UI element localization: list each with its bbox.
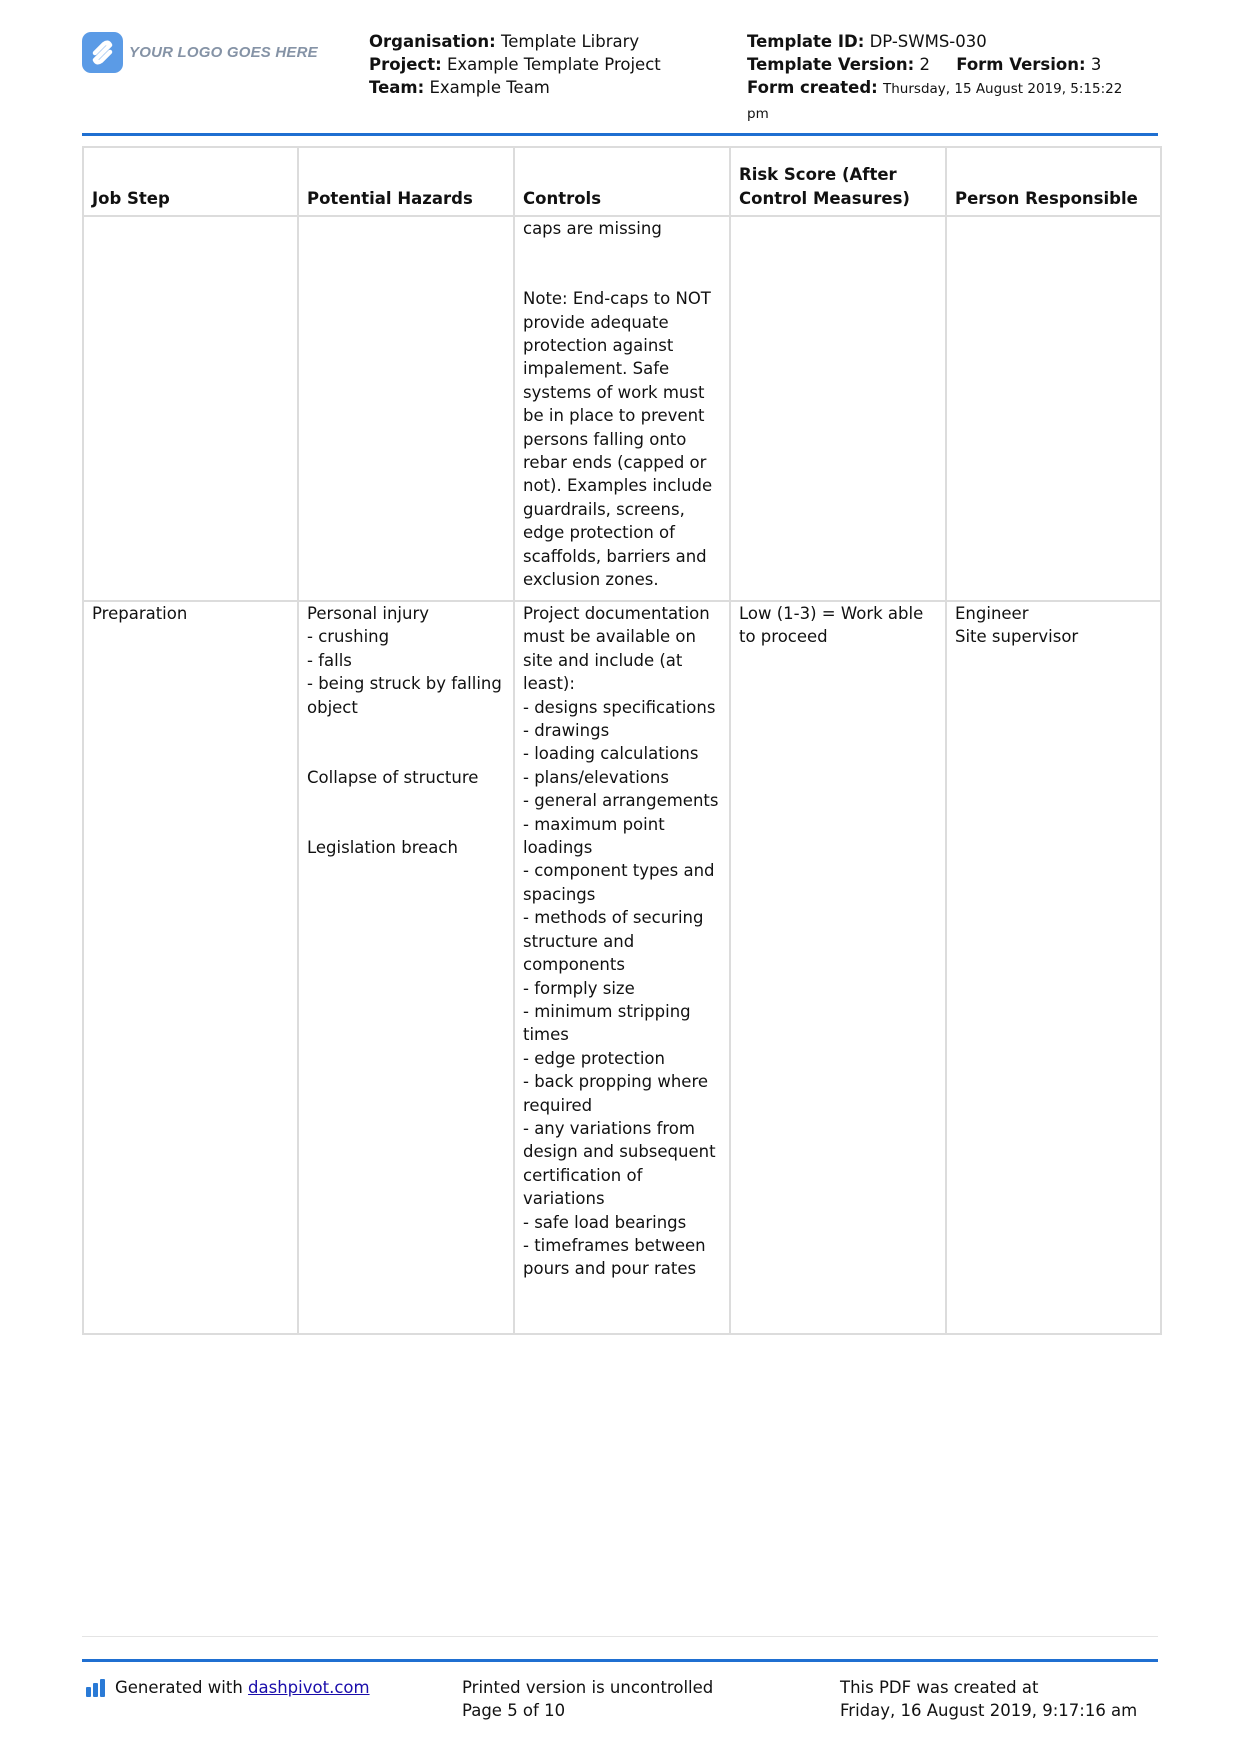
job-step-cell [83, 216, 298, 601]
column-header-job-step: Job Step [83, 147, 298, 216]
job-step-cell: Preparation [83, 601, 298, 1334]
table-row [83, 216, 1161, 601]
hazards-cell: Personal injury - crushing - falls - being struck by falling object Collapse of structure Legislation breach [298, 601, 514, 1334]
hazards-cell [298, 216, 514, 601]
dashpivot-bars-icon [86, 1679, 107, 1697]
controls-cell: Project documentation must be available on site and include (at least): - designs specifications - drawings - loading calculations - plans/elevations - general arrangements - maximum point loadings - component types and spacings - methods of securing structure and components - formply size - minimum stripping times - edge protection - back propping where required - any variations from design and subsequent certification of variations - safe load bearings - timeframes between pours and pour rates [514, 601, 730, 1334]
column-header-risk-score: Risk Score (After Control Measures) [730, 147, 946, 216]
logo-icon [82, 32, 123, 73]
person-responsible-cell [946, 216, 1161, 601]
generated-prefix: Generated with [115, 1678, 243, 1697]
form-created-line: Form created: Thursday, 15 August 2019, 5:15:22 pm [747, 78, 1123, 122]
risk-score-cell: Low (1-3) = Work able to proceed [730, 601, 946, 1334]
header-divider [82, 133, 1158, 136]
template-id-line: Template ID: DP-SWMS-030 [747, 32, 987, 51]
column-header-potential-hazards: Potential Hazards [298, 147, 514, 216]
organisation-line: Organisation: Template Library [369, 32, 640, 51]
template-version-value: 2 [919, 55, 930, 74]
company-logo [82, 32, 318, 73]
uncontrolled-notice: Printed version is uncontrolled [462, 1678, 714, 1697]
logo-text: YOUR LOGO GOES HERE [129, 44, 318, 61]
risk-score-cell [730, 216, 946, 601]
swms-table [82, 146, 1162, 1335]
controls-cell: caps are missing Note: End-caps to NOT provide adequate protection against impalement. Safe systems of work must be in place to prevent persons falling onto rebar ends (capped or not). Examples include guardrails, screens, edge protection of scaffolds, barriers and exclusion zones. [514, 216, 730, 601]
form-created-value: Thursday, 15 August 2019, 5:15:22 pm [747, 81, 1123, 122]
person-responsible-cell: Engineer Site supervisor [946, 601, 1161, 1334]
print-status [462, 1676, 713, 1722]
footer-divider [82, 1659, 1158, 1662]
column-header-person-responsible: Person Responsible [946, 147, 1161, 216]
pdf-created-label: This PDF was created at [840, 1678, 1039, 1697]
header-project-info [369, 30, 661, 99]
header-template-info [747, 30, 1147, 126]
team-value: Example Team [429, 78, 550, 97]
template-id-value: DP-SWMS-030 [869, 32, 987, 51]
table-header-row [83, 147, 1161, 216]
generated-with [86, 1676, 370, 1699]
organisation-value: Template Library [495, 32, 640, 51]
version-line: Template Version: 2 Form Version: 3 [747, 55, 1102, 74]
pdf-created-timestamp: Friday, 16 August 2019, 9:17:16 am [840, 1701, 1138, 1720]
column-header-controls: Controls [514, 147, 730, 216]
footer-separator [82, 1636, 1158, 1637]
page-number: Page 5 of 10 [462, 1701, 566, 1720]
dashpivot-link[interactable]: dashpivot.com [248, 1678, 370, 1697]
team-line: Team: Example Team [369, 78, 550, 97]
pdf-created [840, 1676, 1137, 1722]
project-line: Project: Example Template Project [369, 55, 661, 74]
project-value: Example Template Project [446, 55, 661, 74]
form-version-value: 3 [1090, 55, 1102, 74]
table-row [83, 601, 1161, 1334]
